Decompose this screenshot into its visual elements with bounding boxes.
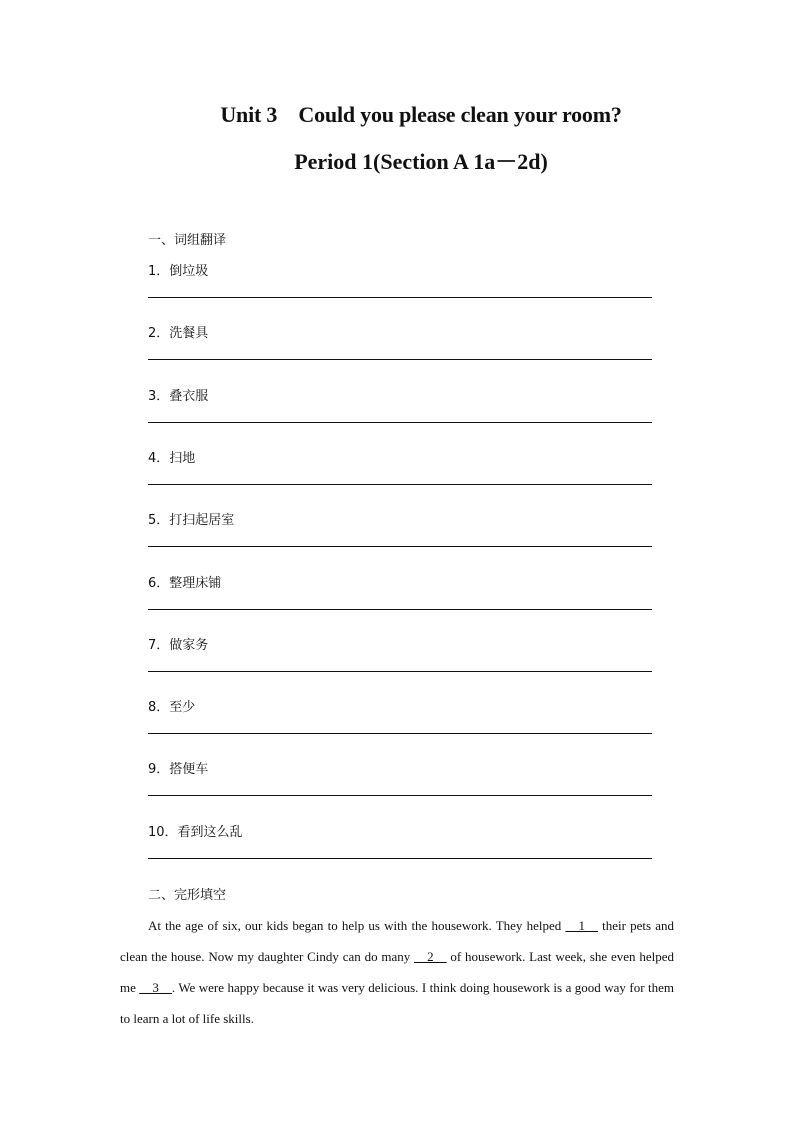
item-label: 1．倒垃圾 <box>148 264 209 279</box>
answer-line[interactable] <box>148 422 652 423</box>
translation-item <box>148 821 652 861</box>
page-title: Unit 3 Could you please clean your room? <box>220 102 622 127</box>
item-label: 9．搭便车 <box>148 762 209 778</box>
item-label: 6．整理床铺 <box>148 575 222 591</box>
passage-text: of housework. Last week, she even helped me <box>120 949 674 995</box>
section-heading-translation: 一、词组翻译 <box>148 233 227 248</box>
answer-line[interactable] <box>148 546 652 547</box>
passage-text: their pets and clean the house. Now my daughter Cindy can do many <box>120 918 674 964</box>
item-label: 4．扫地 <box>148 450 196 466</box>
translation-item <box>148 758 652 798</box>
translation-item <box>148 572 652 612</box>
answer-line[interactable] <box>148 671 652 672</box>
passage-text: At the age of six, our kids began to help us with the housework. They helped <box>148 918 566 933</box>
answer-line[interactable] <box>148 609 652 610</box>
translation-item <box>148 634 652 674</box>
answer-line[interactable] <box>148 858 652 859</box>
blank-2[interactable]: __2__ <box>414 949 447 964</box>
answer-line[interactable] <box>148 733 652 734</box>
translation-item <box>148 696 652 736</box>
cloze-passage <box>120 910 674 1034</box>
translation-item <box>148 260 652 300</box>
blank-1[interactable]: __1__ <box>565 918 598 933</box>
passage-text: . We were happy because it was very delicious. I think doing housework is a good way for them to learn a lot of life skills. <box>120 980 674 1026</box>
item-label: 10．看到这么乱 <box>148 824 243 840</box>
section-heading-cloze: 二、完形填空 <box>148 888 227 903</box>
item-label: 8．至少 <box>148 700 196 716</box>
answer-line[interactable] <box>148 484 652 485</box>
translation-item <box>148 447 652 487</box>
item-label: 3．叠衣服 <box>148 388 209 404</box>
translation-item <box>148 322 652 362</box>
item-label: 7．做家务 <box>148 637 209 653</box>
translation-item <box>148 509 652 549</box>
item-label: 2．洗餐具 <box>148 326 209 342</box>
page-subtitle: Period 1(Section A 1a－2d) <box>294 149 548 174</box>
item-label: 5．打扫起居室 <box>148 513 235 529</box>
translation-item <box>148 385 652 425</box>
answer-line[interactable] <box>148 297 652 298</box>
answer-line[interactable] <box>148 795 652 796</box>
blank-3[interactable]: __3__ <box>139 980 172 995</box>
answer-line[interactable] <box>148 359 652 360</box>
